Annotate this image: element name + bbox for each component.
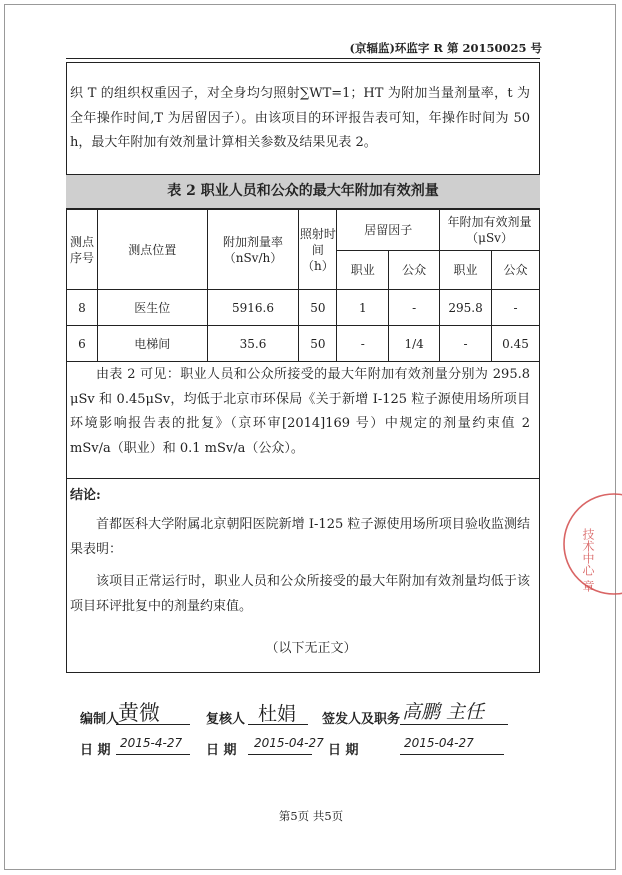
seal-stamp — [554, 488, 622, 600]
cell-id: 6 — [67, 326, 98, 362]
cell-occ-occupational: - — [337, 326, 389, 362]
header-rule — [66, 58, 540, 59]
header-occupational: 职业 — [337, 251, 389, 290]
reviewer-label: 复核人 — [206, 712, 246, 727]
table-row — [67, 290, 540, 326]
cell-dose-rate: 35.6 — [207, 326, 299, 362]
date-3: 2015-04-27 — [404, 736, 474, 750]
cell-dose-occupational: 295.8 — [440, 290, 492, 326]
table-title: 表 2 职业人员和公众的最大年附加有效剂量 — [66, 174, 540, 209]
header-occupational-dose: 职业 — [440, 251, 492, 290]
issuer-signature: 高鹏 主任 — [402, 701, 485, 723]
conclusion-heading: 结论: — [70, 488, 101, 503]
date-line-1 — [116, 754, 190, 755]
date-label-2: 日 期 — [206, 743, 237, 758]
cell-dose-occupational: - — [440, 326, 492, 362]
header-occupancy: 居留因子 — [337, 210, 440, 251]
header-time: 照射时间（h） — [299, 210, 337, 290]
conclusion-paragraph-2: 该项目正常运行时，职业人员和公众所接受的最大年附加有效剂量均低于该项目环评批复中的剂量约束值。 — [70, 574, 530, 614]
table-row — [67, 326, 540, 362]
header-public: 公众 — [389, 251, 440, 290]
editor-line — [116, 724, 190, 725]
page-footer: 第5页 共5页 — [278, 809, 344, 823]
header-id: 测点序号 — [67, 210, 98, 290]
date-label-3: 日 期 — [328, 743, 359, 758]
date-line-3 — [400, 754, 504, 755]
cell-location: 医生位 — [97, 290, 207, 326]
cell-dose-rate: 5916.6 — [207, 290, 299, 326]
analysis-paragraph: 由表 2 可见：职业人员和公众所接受的最大年附加有效剂量分别为 295.8 μSv 和 0.45μSv，均低于北京市环保局《关于新增 I-125 粒子源使用场所项目环境影响报告表的批复》（京环审[2014]169 号）中规定的剂量约束值 2 mSv/a（职业）和 0.1 mSv/a（公众）。 — [70, 367, 530, 456]
date-line-2 — [248, 754, 312, 755]
header-public-dose: 公众 — [492, 251, 540, 290]
cell-occ-public: 1/4 — [389, 326, 440, 362]
section-divider — [66, 478, 540, 479]
cell-occ-occupational: 1 — [337, 290, 389, 326]
date-label-1: 日 期 — [80, 743, 111, 758]
header-dose-rate: 附加剂量率（nSv/h） — [207, 210, 299, 290]
cell-location: 电梯间 — [97, 326, 207, 362]
cell-dose-public: - — [492, 290, 540, 326]
cell-id: 8 — [67, 290, 98, 326]
header-annual-dose: 年附加有效剂量（μSv） — [440, 210, 540, 251]
cell-occ-public: - — [389, 290, 440, 326]
date-2: 2015-04-27 — [254, 736, 324, 750]
intro-paragraph: 织 T 的组织权重因子，对全身均匀照射∑WT=1；HT 为附加当量剂量率，t 为全年操作时间,T 为居留因子）。由该项目的环评报告表可知，年操作时间为 50 h，最大年附加有效剂量计算相关参数及结果见表 2。 — [70, 86, 530, 150]
issuer-line — [400, 724, 508, 725]
conclusion-paragraph-1: 首都医科大学附属北京朝阳医院新增 I-125 粒子源使用场所项目验收监测结果表明： — [70, 517, 530, 557]
reviewer-signature: 杜娟 — [258, 703, 297, 725]
cell-time: 50 — [299, 326, 337, 362]
editor-signature: 黄微 — [118, 701, 160, 725]
cell-dose-public: 0.45 — [492, 326, 540, 362]
editor-label: 编制人 — [80, 712, 120, 727]
issuer-label: 签发人及职务 — [322, 712, 401, 727]
svg-text:技术中心 章: 技术中心 章 — [581, 528, 595, 592]
end-note: （以下无正文） — [265, 641, 357, 656]
document-number: (京辐监)环监字 R 第 20150025 号 — [349, 41, 542, 55]
cell-time: 50 — [299, 290, 337, 326]
date-1: 2015-4-27 — [120, 736, 183, 750]
header-location: 测点位置 — [97, 210, 207, 290]
dose-table — [66, 209, 540, 362]
reviewer-line — [248, 724, 308, 725]
